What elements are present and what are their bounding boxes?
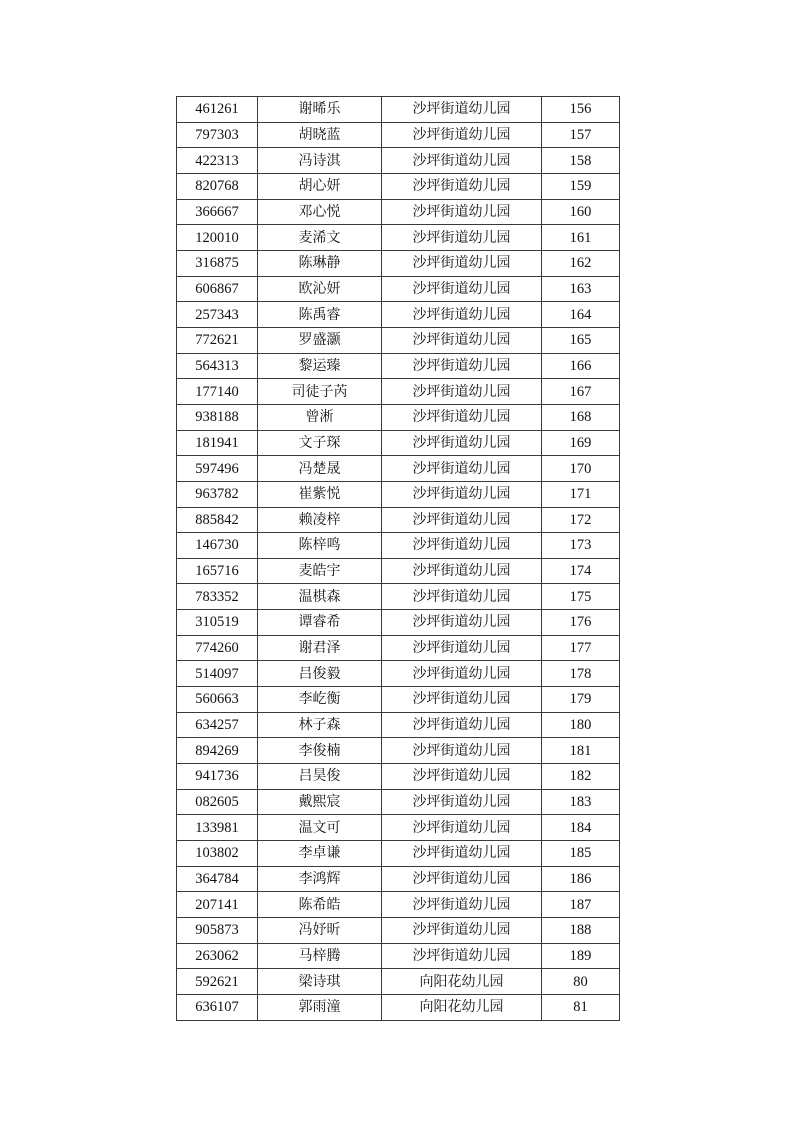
cell-school: 沙坪街道幼儿园 bbox=[382, 892, 542, 918]
table-row bbox=[177, 892, 620, 918]
roster-table-body bbox=[177, 97, 620, 1021]
cell-school: 沙坪街道幼儿园 bbox=[382, 558, 542, 584]
cell-name: 李屹衡 bbox=[258, 687, 382, 713]
cell-name: 谢晞乐 bbox=[258, 97, 382, 123]
cell-school: 沙坪街道幼儿园 bbox=[382, 327, 542, 353]
cell-rank: 176 bbox=[542, 610, 620, 636]
cell-school: 向阳花幼儿园 bbox=[382, 994, 542, 1020]
cell-school: 沙坪街道幼儿园 bbox=[382, 661, 542, 687]
cell-school: 沙坪街道幼儿园 bbox=[382, 173, 542, 199]
table-row bbox=[177, 918, 620, 944]
table-row bbox=[177, 507, 620, 533]
table-row bbox=[177, 533, 620, 559]
cell-rank: 166 bbox=[542, 353, 620, 379]
cell-name: 李卓谦 bbox=[258, 841, 382, 867]
cell-name: 罗盛灏 bbox=[258, 327, 382, 353]
cell-name: 黎运臻 bbox=[258, 353, 382, 379]
cell-name: 吕俊毅 bbox=[258, 661, 382, 687]
cell-school: 沙坪街道幼儿园 bbox=[382, 815, 542, 841]
table-row bbox=[177, 610, 620, 636]
cell-name: 麦浠文 bbox=[258, 225, 382, 251]
table-row bbox=[177, 994, 620, 1020]
cell-rank: 159 bbox=[542, 173, 620, 199]
table-row bbox=[177, 327, 620, 353]
cell-id: 461261 bbox=[177, 97, 258, 123]
table-row bbox=[177, 302, 620, 328]
cell-school: 沙坪街道幼儿园 bbox=[382, 943, 542, 969]
cell-school: 沙坪街道幼儿园 bbox=[382, 430, 542, 456]
cell-rank: 168 bbox=[542, 404, 620, 430]
cell-id: 146730 bbox=[177, 533, 258, 559]
cell-id: 963782 bbox=[177, 481, 258, 507]
cell-id: 905873 bbox=[177, 918, 258, 944]
table-row bbox=[177, 738, 620, 764]
cell-school: 沙坪街道幼儿园 bbox=[382, 225, 542, 251]
cell-id: 514097 bbox=[177, 661, 258, 687]
cell-name: 文子琛 bbox=[258, 430, 382, 456]
table-row bbox=[177, 841, 620, 867]
cell-school: 沙坪街道幼儿园 bbox=[382, 738, 542, 764]
cell-school: 沙坪街道幼儿园 bbox=[382, 789, 542, 815]
cell-rank: 162 bbox=[542, 250, 620, 276]
cell-school: 沙坪街道幼儿园 bbox=[382, 841, 542, 867]
cell-name: 陈梓鸣 bbox=[258, 533, 382, 559]
cell-id: 774260 bbox=[177, 635, 258, 661]
cell-name: 欧沁妍 bbox=[258, 276, 382, 302]
cell-id: 316875 bbox=[177, 250, 258, 276]
table-row bbox=[177, 225, 620, 251]
cell-school: 沙坪街道幼儿园 bbox=[382, 302, 542, 328]
cell-rank: 81 bbox=[542, 994, 620, 1020]
cell-rank: 163 bbox=[542, 276, 620, 302]
cell-id: 636107 bbox=[177, 994, 258, 1020]
table-row bbox=[177, 148, 620, 174]
cell-id: 938188 bbox=[177, 404, 258, 430]
cell-rank: 167 bbox=[542, 379, 620, 405]
table-row bbox=[177, 661, 620, 687]
table-row bbox=[177, 353, 620, 379]
cell-id: 560663 bbox=[177, 687, 258, 713]
cell-rank: 177 bbox=[542, 635, 620, 661]
cell-rank: 158 bbox=[542, 148, 620, 174]
cell-name: 冯诗淇 bbox=[258, 148, 382, 174]
cell-rank: 178 bbox=[542, 661, 620, 687]
cell-rank: 172 bbox=[542, 507, 620, 533]
cell-rank: 171 bbox=[542, 481, 620, 507]
cell-rank: 175 bbox=[542, 584, 620, 610]
cell-id: 783352 bbox=[177, 584, 258, 610]
table-row bbox=[177, 558, 620, 584]
cell-id: 310519 bbox=[177, 610, 258, 636]
cell-id: 894269 bbox=[177, 738, 258, 764]
cell-school: 沙坪街道幼儿园 bbox=[382, 918, 542, 944]
cell-id: 772621 bbox=[177, 327, 258, 353]
cell-id: 177140 bbox=[177, 379, 258, 405]
cell-name: 温棋森 bbox=[258, 584, 382, 610]
cell-name: 谭睿希 bbox=[258, 610, 382, 636]
table-row bbox=[177, 173, 620, 199]
table-row bbox=[177, 969, 620, 995]
cell-school: 沙坪街道幼儿园 bbox=[382, 148, 542, 174]
cell-id: 120010 bbox=[177, 225, 258, 251]
roster-table bbox=[176, 96, 620, 1021]
table-row bbox=[177, 789, 620, 815]
table-row bbox=[177, 866, 620, 892]
cell-rank: 165 bbox=[542, 327, 620, 353]
cell-name: 司徒子芮 bbox=[258, 379, 382, 405]
cell-school: 沙坪街道幼儿园 bbox=[382, 276, 542, 302]
cell-school: 沙坪街道幼儿园 bbox=[382, 379, 542, 405]
cell-school: 沙坪街道幼儿园 bbox=[382, 353, 542, 379]
cell-school: 沙坪街道幼儿园 bbox=[382, 584, 542, 610]
cell-name: 陈希皓 bbox=[258, 892, 382, 918]
table-row bbox=[177, 250, 620, 276]
cell-rank: 169 bbox=[542, 430, 620, 456]
cell-name: 陈琳静 bbox=[258, 250, 382, 276]
cell-rank: 183 bbox=[542, 789, 620, 815]
cell-school: 沙坪街道幼儿园 bbox=[382, 199, 542, 225]
cell-rank: 157 bbox=[542, 122, 620, 148]
table-row bbox=[177, 712, 620, 738]
cell-school: 沙坪街道幼儿园 bbox=[382, 712, 542, 738]
cell-rank: 185 bbox=[542, 841, 620, 867]
cell-name: 冯楚晟 bbox=[258, 456, 382, 482]
cell-rank: 174 bbox=[542, 558, 620, 584]
cell-id: 592621 bbox=[177, 969, 258, 995]
cell-id: 885842 bbox=[177, 507, 258, 533]
cell-school: 沙坪街道幼儿园 bbox=[382, 456, 542, 482]
cell-name: 李鸿辉 bbox=[258, 866, 382, 892]
cell-school: 沙坪街道幼儿园 bbox=[382, 610, 542, 636]
cell-school: 沙坪街道幼儿园 bbox=[382, 866, 542, 892]
cell-id: 181941 bbox=[177, 430, 258, 456]
cell-school: 沙坪街道幼儿园 bbox=[382, 250, 542, 276]
table-row bbox=[177, 815, 620, 841]
cell-name: 郭雨潼 bbox=[258, 994, 382, 1020]
cell-name: 梁诗琪 bbox=[258, 969, 382, 995]
cell-name: 胡晓蓝 bbox=[258, 122, 382, 148]
table-row bbox=[177, 764, 620, 790]
cell-school: 沙坪街道幼儿园 bbox=[382, 533, 542, 559]
table-row bbox=[177, 687, 620, 713]
cell-name: 温文可 bbox=[258, 815, 382, 841]
cell-name: 麦皓宇 bbox=[258, 558, 382, 584]
cell-id: 103802 bbox=[177, 841, 258, 867]
cell-name: 崔紫悦 bbox=[258, 481, 382, 507]
cell-name: 陈禹睿 bbox=[258, 302, 382, 328]
cell-id: 366667 bbox=[177, 199, 258, 225]
cell-rank: 160 bbox=[542, 199, 620, 225]
cell-id: 257343 bbox=[177, 302, 258, 328]
cell-name: 谢君泽 bbox=[258, 635, 382, 661]
cell-rank: 180 bbox=[542, 712, 620, 738]
table-row bbox=[177, 379, 620, 405]
cell-rank: 161 bbox=[542, 225, 620, 251]
cell-school: 沙坪街道幼儿园 bbox=[382, 97, 542, 123]
cell-rank: 182 bbox=[542, 764, 620, 790]
cell-name: 戴熙宸 bbox=[258, 789, 382, 815]
cell-id: 634257 bbox=[177, 712, 258, 738]
cell-id: 564313 bbox=[177, 353, 258, 379]
cell-school: 沙坪街道幼儿园 bbox=[382, 687, 542, 713]
cell-school: 向阳花幼儿园 bbox=[382, 969, 542, 995]
cell-name: 林子森 bbox=[258, 712, 382, 738]
cell-school: 沙坪街道幼儿园 bbox=[382, 764, 542, 790]
table-row bbox=[177, 943, 620, 969]
cell-rank: 186 bbox=[542, 866, 620, 892]
table-row bbox=[177, 97, 620, 123]
cell-id: 941736 bbox=[177, 764, 258, 790]
table-row bbox=[177, 456, 620, 482]
cell-name: 冯妤昕 bbox=[258, 918, 382, 944]
cell-rank: 188 bbox=[542, 918, 620, 944]
cell-rank: 179 bbox=[542, 687, 620, 713]
cell-id: 364784 bbox=[177, 866, 258, 892]
cell-rank: 170 bbox=[542, 456, 620, 482]
cell-id: 082605 bbox=[177, 789, 258, 815]
table-row bbox=[177, 430, 620, 456]
table-row bbox=[177, 404, 620, 430]
cell-school: 沙坪街道幼儿园 bbox=[382, 635, 542, 661]
cell-name: 马梓腾 bbox=[258, 943, 382, 969]
cell-id: 263062 bbox=[177, 943, 258, 969]
cell-rank: 156 bbox=[542, 97, 620, 123]
table-row bbox=[177, 122, 620, 148]
cell-id: 422313 bbox=[177, 148, 258, 174]
cell-rank: 173 bbox=[542, 533, 620, 559]
cell-rank: 181 bbox=[542, 738, 620, 764]
cell-name: 曾淅 bbox=[258, 404, 382, 430]
cell-name: 赖凌梓 bbox=[258, 507, 382, 533]
cell-school: 沙坪街道幼儿园 bbox=[382, 481, 542, 507]
cell-id: 797303 bbox=[177, 122, 258, 148]
cell-name: 胡心妍 bbox=[258, 173, 382, 199]
cell-id: 597496 bbox=[177, 456, 258, 482]
table-row bbox=[177, 481, 620, 507]
cell-school: 沙坪街道幼儿园 bbox=[382, 507, 542, 533]
cell-rank: 80 bbox=[542, 969, 620, 995]
cell-id: 207141 bbox=[177, 892, 258, 918]
table-row bbox=[177, 199, 620, 225]
cell-name: 李俊楠 bbox=[258, 738, 382, 764]
table-row bbox=[177, 635, 620, 661]
cell-school: 沙坪街道幼儿园 bbox=[382, 122, 542, 148]
cell-rank: 189 bbox=[542, 943, 620, 969]
cell-name: 邓心悦 bbox=[258, 199, 382, 225]
table-row bbox=[177, 276, 620, 302]
cell-rank: 187 bbox=[542, 892, 620, 918]
table-row bbox=[177, 584, 620, 610]
cell-id: 165716 bbox=[177, 558, 258, 584]
cell-name: 吕昊俊 bbox=[258, 764, 382, 790]
cell-id: 820768 bbox=[177, 173, 258, 199]
cell-school: 沙坪街道幼儿园 bbox=[382, 404, 542, 430]
cell-rank: 184 bbox=[542, 815, 620, 841]
cell-id: 133981 bbox=[177, 815, 258, 841]
cell-rank: 164 bbox=[542, 302, 620, 328]
cell-id: 606867 bbox=[177, 276, 258, 302]
